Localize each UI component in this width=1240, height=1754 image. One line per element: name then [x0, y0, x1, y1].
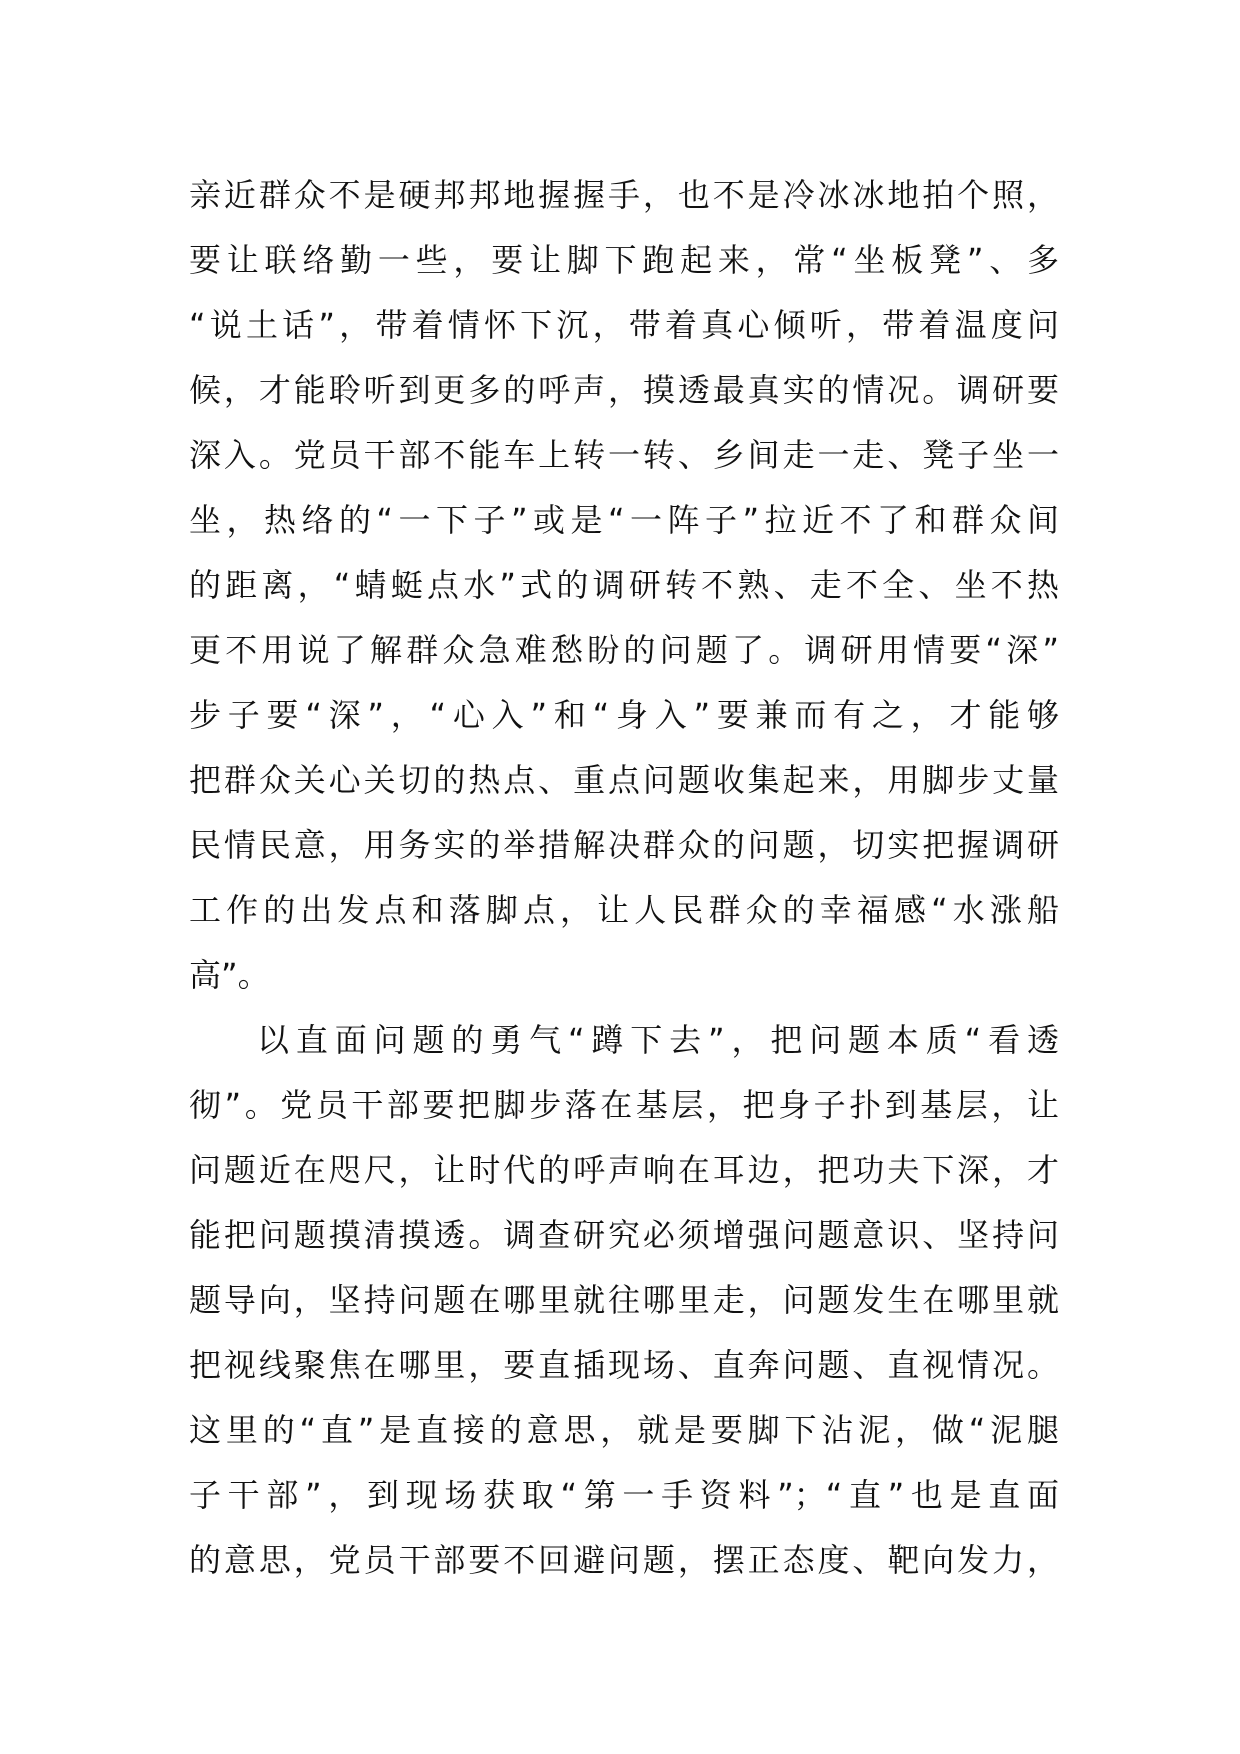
text-line: 的距离，“蜻蜓点水”式的调研转不熟、走不全、坐不热	[189, 566, 1059, 604]
text-line: 亲近群众不是硬邦邦地握握手，也不是冷冰冰地拍个照，	[189, 176, 1059, 214]
text-line: 这里的“直”是直接的意思，就是要脚下沾泥，做“泥腿	[189, 1411, 1059, 1449]
text-line: 坐，热络的“一下子”或是“一阵子”拉近不了和群众间	[189, 501, 1059, 539]
text-line: 子干部”，到现场获取“第一手资料”；“直”也是直面	[189, 1476, 1059, 1514]
text-line: 更不用说了解群众急难愁盼的问题了。调研用情要“深”	[189, 631, 1059, 669]
text-line: 的意思，党员干部要不回避问题，摆正态度、靶向发力，	[189, 1541, 1059, 1579]
text-line: 工作的出发点和落脚点，让人民群众的幸福感“水涨船	[189, 891, 1059, 929]
text-line: 要让联络勤一些，要让脚下跑起来，常“坐板凳”、多	[189, 241, 1059, 279]
text-line: 把视线聚焦在哪里，要直插现场、直奔问题、直视情况。	[189, 1346, 1059, 1384]
body-text	[189, 163, 1059, 1593]
text-line: “说土话”，带着情怀下沉，带着真心倾听，带着温度问	[189, 306, 1059, 344]
text-line: 候，才能聆听到更多的呼声，摸透最真实的情况。调研要	[189, 371, 1059, 409]
text-line: 题导向，坚持问题在哪里就往哪里走，问题发生在哪里就	[189, 1281, 1059, 1319]
text-line: 问题近在咫尺，让时代的呼声响在耳边，把功夫下深，才	[189, 1151, 1059, 1189]
text-line: 民情民意，用务实的举措解决群众的问题，切实把握调研	[189, 826, 1059, 864]
text-line: 深入。党员干部不能车上转一转、乡间走一走、凳子坐一	[189, 436, 1059, 474]
paragraph-2	[189, 1008, 1059, 1593]
text-line: 步子要“深”，“心入”和“身入”要兼而有之，才能够	[189, 696, 1059, 734]
text-line: 以直面问题的勇气“蹲下去”，把问题本质“看透	[257, 1021, 1059, 1059]
text-line: 彻”。党员干部要把脚步落在基层，把身子扑到基层，让	[189, 1086, 1059, 1124]
paragraph-1	[189, 163, 1059, 1008]
text-line: 能把问题摸清摸透。调查研究必须增强问题意识、坚持问	[189, 1216, 1059, 1254]
text-line: 高”。	[189, 956, 270, 994]
text-line: 把群众关心关切的热点、重点问题收集起来，用脚步丈量	[189, 761, 1059, 799]
